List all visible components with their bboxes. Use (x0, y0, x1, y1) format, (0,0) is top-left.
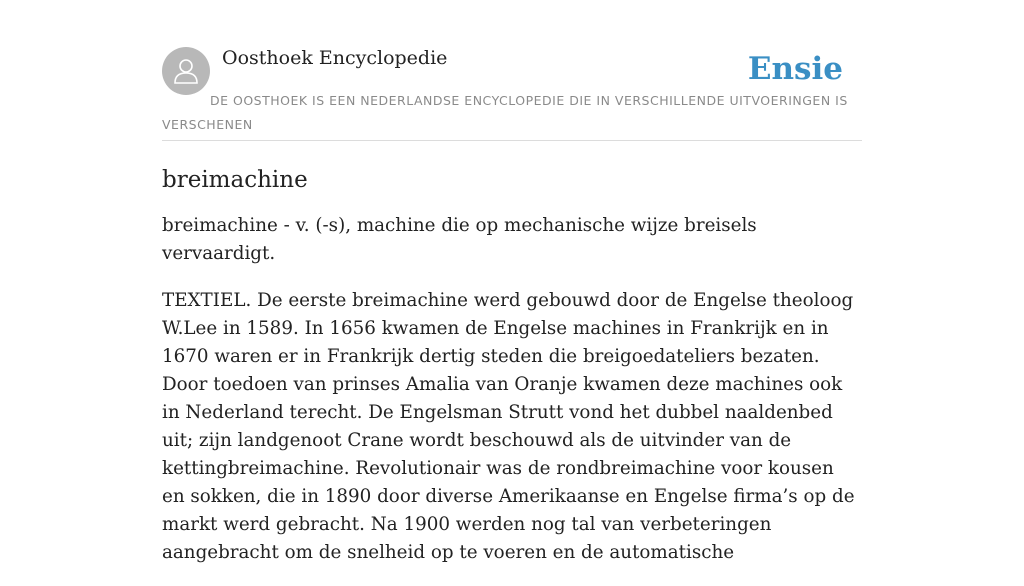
article-title: breimachine (162, 167, 308, 193)
article (162, 141, 862, 567)
user-icon (171, 56, 201, 86)
site-header (162, 0, 862, 141)
page-container (162, 0, 862, 586)
article-body: TEXTIEL. De eerste breimachine werd gebouwd door de Engelse theoloog W.Lee in 1589. In 1656 kwamen de Engelse machines in Frankrijk en in 1670 waren er in Frankrijk dertig steden die breigoedateliers bezaten. Door toedoen van prinses Amalia van Oranje kwamen deze machines ook in Nederland terecht. De Engelsman Strutt vond het dubbel naaldenbed uit; zijn landgenoot Crane wordt beschouwd als de uitvinder van de kettingbreimachine. Revolutionair was de rondbreimachine voor kousen en sokken, die in 1890 door diverse Amerikaanse en Engelse firma’s op de markt werd gebracht. Na 1900 werden nog tal van verbeteringen aangebracht om de snelheid op te voeren en de automatische (162, 290, 855, 563)
ensie-logo[interactable]: Ensie (747, 51, 843, 87)
avatar[interactable] (162, 47, 210, 95)
article-definition: breimachine - v. (-s), machine die op mechanische wijze breisels vervaardigt. (162, 215, 757, 264)
site-tagline: DE OOSTHOEK IS EEN NEDERLANDSE ENCYCLOPEDIE DIE IN VERSCHILLENDE UITVOERINGEN IS VERSCHENEN (162, 93, 848, 132)
site-title[interactable]: Oosthoek Encyclopedie (222, 47, 448, 69)
